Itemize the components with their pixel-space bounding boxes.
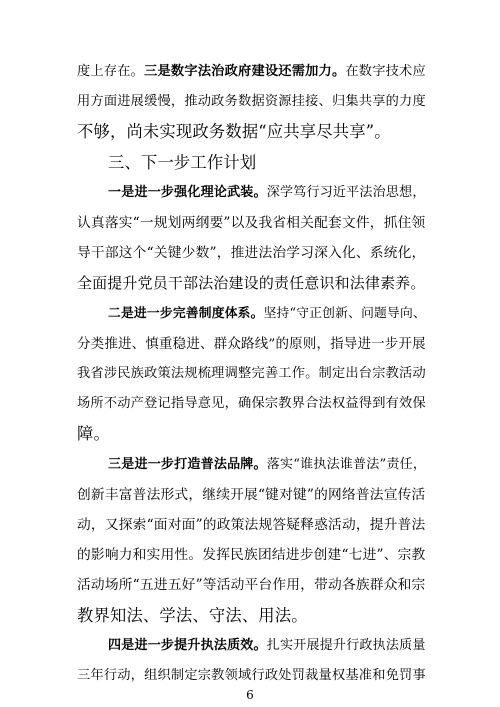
item1-line-3: 导干部这个“关键少数”，推进法治学习深入化、系统化，	[77, 245, 426, 262]
page-number: 6	[246, 688, 254, 702]
item2-lead: 二是进一步完善制度体系。	[108, 305, 264, 321]
intro-line-3: 不够，尚未实现政务数据“应共享尽共享”。	[77, 122, 391, 142]
item1-line-2: 认真落实“一规划两纲要”以及我省相关配套文件，抓住领	[77, 215, 426, 231]
intro-bold-point: 三是数字法治政府建设还需加力。	[144, 64, 346, 79]
item3-line-3: 动，又探索“面对面”的政策法规答疑释惑活动，提升普法	[77, 517, 426, 533]
item4-line-2: 三年行动，组织制定宗教领域行政处罚裁量权基准和免罚事	[77, 668, 426, 683]
item2-line-4: 场所不动产登记指导意见，确保宗教界合法权益得到有效保	[77, 396, 426, 412]
item3-line-2: 创新丰富普法形式，继续开展“键对键”的网络普法宣传活	[77, 486, 426, 503]
item3-line-6: 教界知法、学法、守法、用法。	[77, 605, 308, 625]
section-heading: 三、下一步工作计划	[108, 152, 257, 172]
item2-line-1	[108, 304, 425, 324]
item2-line-5: 障。	[77, 424, 110, 444]
item3-line-5: 活动场所“五进五好”等活动平台作用，带动各族群众和宗	[77, 577, 426, 594]
item2-line-3: 我省涉民族政策法规梳理调整完善工作。制定出台宗教活动	[77, 366, 426, 381]
item2-line-2: 分类推进、慎重稳进、群众路线”的原则，指导进一步开展	[77, 335, 426, 352]
item3-line-1	[108, 455, 425, 475]
intro-line-2: 用方面进展缓慢，推动政务数据资源挂接、归集共享的力度	[77, 94, 426, 110]
item1-line-1	[108, 183, 425, 203]
intro-text-a: 度上存在。	[77, 64, 145, 79]
item3-lead: 三是进一步打造普法品牌。	[108, 456, 267, 472]
intro-text-c: 在数字技术应	[345, 64, 426, 79]
item4-line-1-rest: 扎实开展提升行政执法质量	[266, 637, 426, 653]
item3-line-1-rest: 落实“谁执法谁普法”责任，	[266, 456, 427, 472]
item2-line-1-rest: 坚持“守正创新、问题导向、	[263, 305, 426, 321]
item4-line-1	[108, 636, 425, 656]
item4-lead: 四是进一步提升执法质效。	[108, 637, 267, 653]
item1-line-4: 全面提升党员干部法治建设的责任意识和法律素养。	[77, 274, 426, 293]
item1-lead: 一是进一步强化理论武装。	[108, 184, 267, 200]
intro-line-1	[77, 62, 425, 82]
item3-line-4: 的影响力和实用性。发挥民族团结进步创建“七进”、宗教	[77, 547, 426, 564]
item1-line-1-rest: 深学笃行习近平法治思想，	[266, 184, 426, 200]
